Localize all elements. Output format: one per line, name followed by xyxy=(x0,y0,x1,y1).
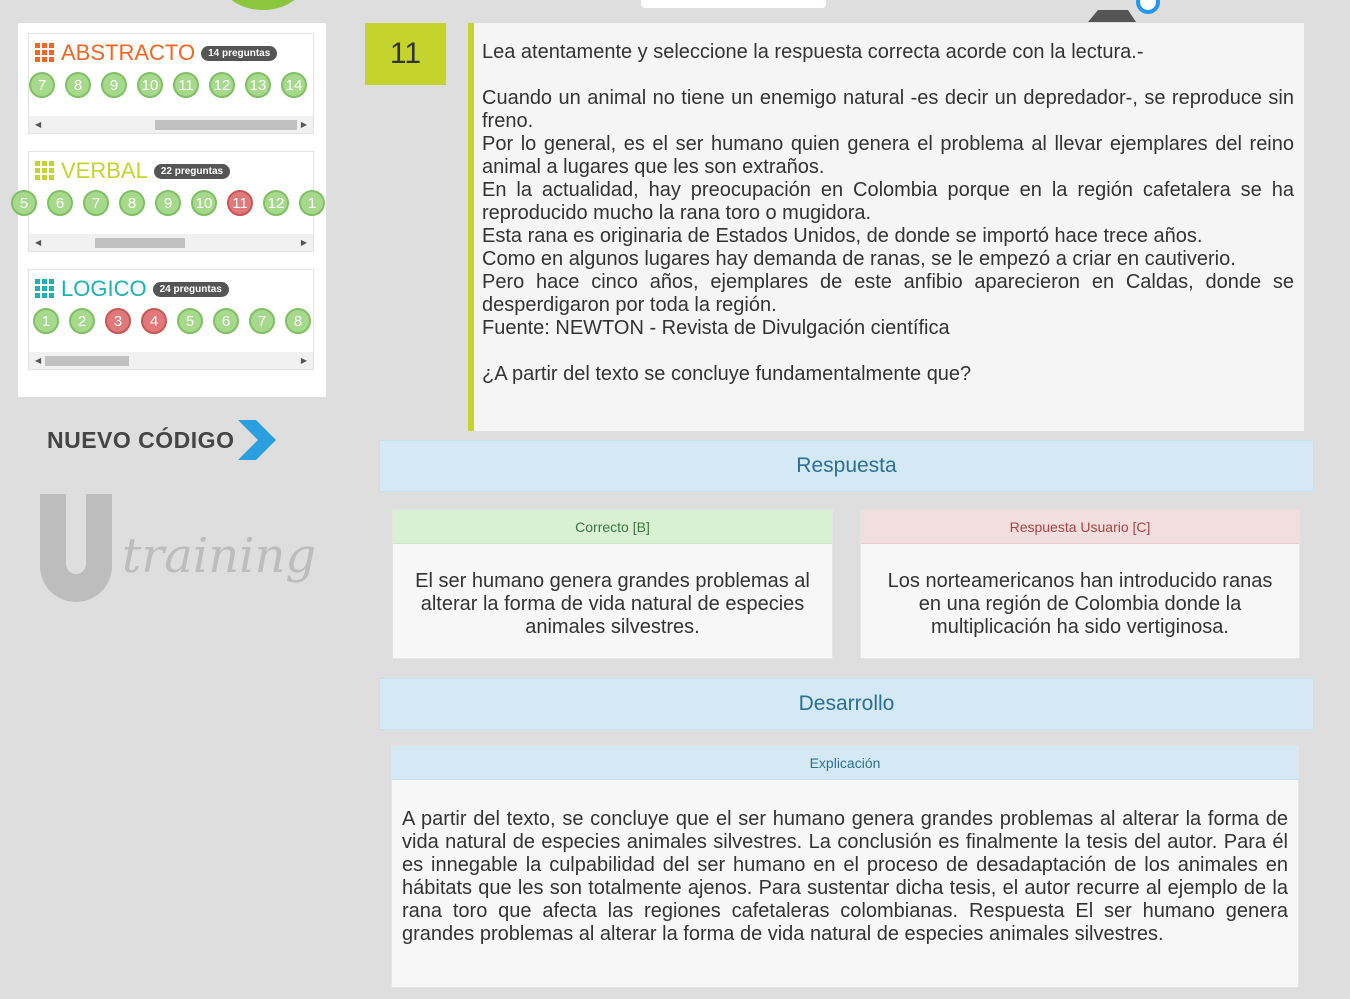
category-logico xyxy=(28,269,314,370)
grid-icon xyxy=(35,43,55,63)
explanation-panel xyxy=(391,745,1299,988)
question-bubbles xyxy=(33,308,311,334)
category-verbal xyxy=(19,151,317,252)
question-bubble[interactable]: 8 xyxy=(65,72,91,98)
scroll-right-icon[interactable]: ▶ xyxy=(300,120,307,129)
utraining-logo xyxy=(36,488,317,613)
passage-paragraph: Pero hace cinco años, ejemplares de este anfibio aparecieron en Caldas, donde se desperdigaron por toda la región. xyxy=(482,271,1294,316)
question-bubble[interactable]: 7 xyxy=(83,190,109,216)
question-bubble[interactable]: 4 xyxy=(141,308,167,334)
question-bubble[interactable]: 3 xyxy=(105,308,131,334)
question-intro: Lea atentamente y seleccione la respuesta correcta acorde con la lectura.- xyxy=(482,41,1144,63)
question-card xyxy=(468,23,1304,431)
category-header xyxy=(35,276,229,302)
category-title[interactable]: LOGICO xyxy=(61,276,147,301)
category-title[interactable]: VERBAL xyxy=(61,158,148,183)
chevron-right-icon xyxy=(236,420,276,460)
top-search-box[interactable] xyxy=(641,0,826,8)
category-header xyxy=(35,40,277,66)
scroll-left-icon[interactable]: ◀ xyxy=(35,238,42,247)
question-bubble[interactable]: 7 xyxy=(249,308,275,334)
scroll-thumb[interactable] xyxy=(155,120,297,130)
category-abstracto xyxy=(28,33,314,134)
categories-panel xyxy=(18,23,326,397)
passage-paragraph: Fuente: NEWTON - Revista de Divulgación científica xyxy=(482,317,950,339)
category-header xyxy=(35,158,230,184)
passage-paragraph: Por lo general, es el ser humano quien genera el problema al llevar ejemplares del reino animal a lugares que les son extraños. xyxy=(482,133,1294,178)
question-bubbles xyxy=(29,72,307,98)
grid-icon xyxy=(35,279,55,299)
question-bubble[interactable]: 8 xyxy=(285,308,311,334)
question-count-badge: 24 preguntas xyxy=(153,282,229,297)
scroll-thumb[interactable] xyxy=(45,356,129,366)
passage-paragraph: Cuando un animal no tiene un enemigo natural -es decir un depredador-, se reproduce sin freno. xyxy=(482,87,1294,132)
question-number: 11 xyxy=(365,23,446,85)
scroll-left-icon[interactable]: ◀ xyxy=(35,120,42,129)
question-bubble[interactable]: 5 xyxy=(177,308,203,334)
scroll-right-icon[interactable]: ▶ xyxy=(300,356,307,365)
question-passage xyxy=(482,87,1294,340)
question-bubbles xyxy=(11,190,325,216)
correct-answer-text: El ser humano genera grandes problemas al alterar la forma de vida natural de especies animales silvestres. xyxy=(415,570,810,638)
question-bubble[interactable]: 8 xyxy=(119,190,145,216)
top-avatar-circle[interactable] xyxy=(218,0,308,10)
user-answer-label: Respuesta Usuario [C] xyxy=(861,510,1299,544)
question-bubble[interactable]: 1 xyxy=(299,190,325,216)
question-bubble[interactable]: 11 xyxy=(227,190,253,216)
question-bubble[interactable]: 13 xyxy=(245,72,271,98)
question-bubble[interactable]: 6 xyxy=(213,308,239,334)
grid-icon xyxy=(35,161,55,181)
question-bubble[interactable]: 9 xyxy=(101,72,127,98)
question-bubble[interactable]: 10 xyxy=(137,72,163,98)
category-title[interactable]: ABSTRACTO xyxy=(61,40,196,65)
horizontal-scrollbar[interactable] xyxy=(29,116,313,133)
desarrollo-heading: Desarrollo xyxy=(379,678,1314,730)
question-bubble[interactable]: 10 xyxy=(191,190,217,216)
nuevo-codigo-button[interactable] xyxy=(47,420,276,460)
explanation-text: A partir del texto, se concluye que el ser humano genera grandes problemas al alterar la forma de vida natural de especies animales silvestres. La conclusión es finalmente la tesis del autor. Para él es innegable la culpabilidad del ser humano en el proceso de desadaptación de los animales en hábitats que les son totalmente ajenos. Para sustentar dicha tesis, el autor recurre al ejemplo de la rana toro que afecta las regiones cafetaleras colombianas. Respuesta El ser humano genera grandes problemas al alterar la forma de vida natural de especies animales silvestres. xyxy=(402,808,1288,945)
respuesta-heading: Respuesta xyxy=(379,440,1314,492)
user-answer-text: Los norteamericanos han introducido ranas en una región de Colombia donde la multiplicación ha sido vertiginosa. xyxy=(887,570,1273,638)
question-count-badge: 14 preguntas xyxy=(201,46,277,61)
passage-paragraph: En la actualidad, hay preocupación en Colombia porque en la región cafetalera se ha reproducido mucho la rana toro o mugidora. xyxy=(482,179,1294,224)
question-count-badge: 22 preguntas xyxy=(154,164,230,179)
explanation-label: Explicación xyxy=(392,746,1298,780)
question-prompt: ¿A partir del texto se concluye fundamentalmente que? xyxy=(482,363,972,385)
question-bubble[interactable]: 1 xyxy=(33,308,59,334)
user-answer-panel xyxy=(860,509,1300,659)
correct-answer-label: Correcto [B] xyxy=(393,510,832,544)
horizontal-scrollbar[interactable] xyxy=(29,234,313,251)
logo-text: training xyxy=(122,528,317,584)
question-bubble[interactable]: 11 xyxy=(173,72,199,98)
top-menu-icon[interactable] xyxy=(1088,2,1160,22)
question-bubble[interactable]: 12 xyxy=(209,72,235,98)
question-bubble[interactable]: 2 xyxy=(69,308,95,334)
scroll-right-icon[interactable]: ▶ xyxy=(300,238,307,247)
question-bubble[interactable]: 12 xyxy=(263,190,289,216)
correct-answer-panel xyxy=(392,509,833,659)
question-bubble[interactable]: 7 xyxy=(29,72,55,98)
passage-paragraph: Esta rana es originaria de Estados Unidos, de donde se importó hace trece años. xyxy=(482,225,1203,247)
nuevo-codigo-label: NUEVO CÓDIGO xyxy=(47,426,235,453)
question-bubble[interactable]: 6 xyxy=(47,190,73,216)
passage-paragraph: Como en algunos lugares hay demanda de ranas, se le empezó a criar en cautiverio. xyxy=(482,248,1236,270)
scroll-thumb[interactable] xyxy=(95,238,185,248)
scroll-left-icon[interactable]: ◀ xyxy=(35,356,42,365)
question-bubble[interactable]: 14 xyxy=(281,72,307,98)
question-bubble[interactable]: 9 xyxy=(155,190,181,216)
question-bubble[interactable]: 5 xyxy=(11,190,37,216)
horizontal-scrollbar[interactable] xyxy=(29,352,313,369)
